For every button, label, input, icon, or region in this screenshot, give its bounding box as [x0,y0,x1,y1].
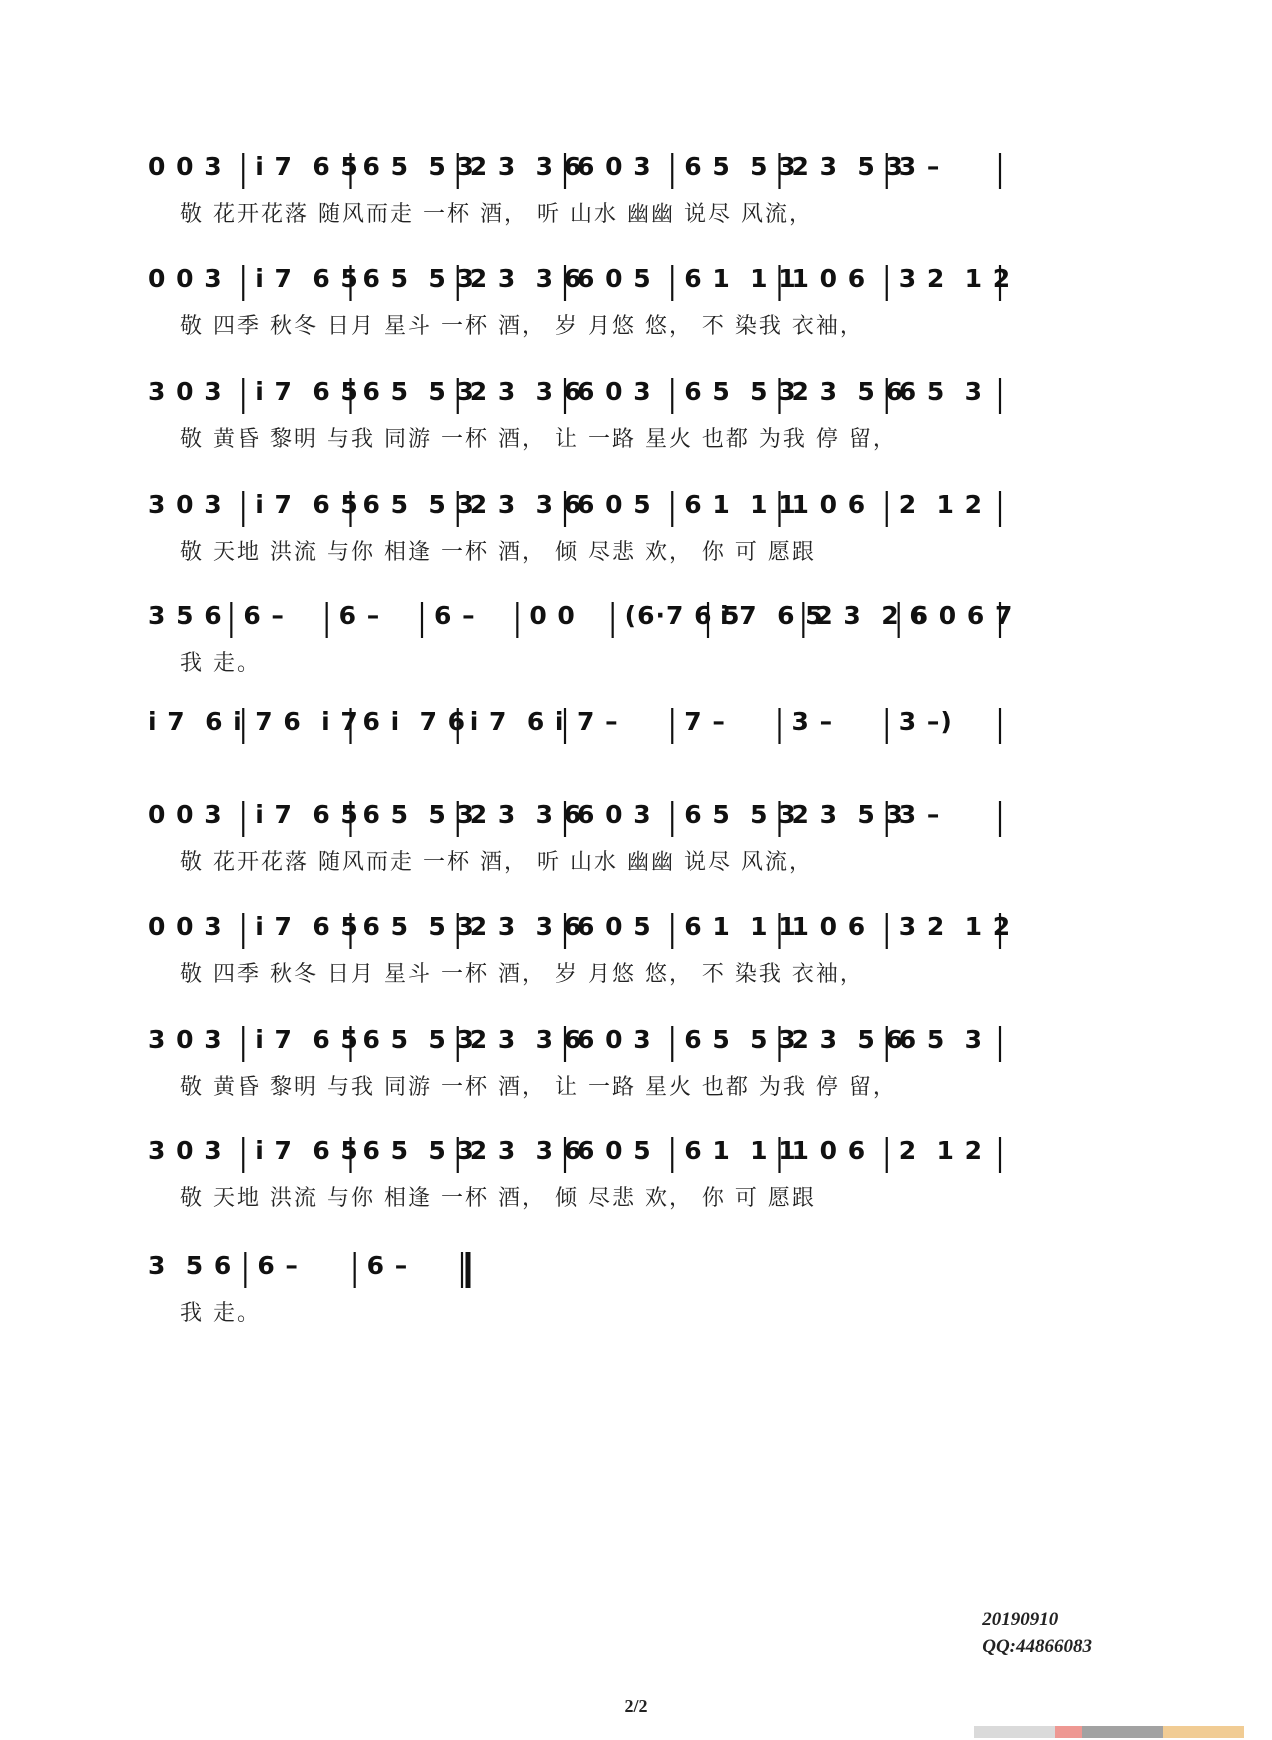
measure: 6 – [434,601,476,630]
measure: 6 1 1 1 [684,490,797,519]
measure: 2 3 3 6 [469,377,583,406]
measure: 3 2 1 2 [898,912,1012,941]
measure: i 7 6 5 [720,601,824,630]
page-number: 2/2 [624,1696,648,1716]
measure: 6 1 1 1 [684,912,797,941]
measure: 6 0 5 [577,1136,652,1165]
lyric-line: 敬 四季 秋冬 日月 星斗 一杯 酒， 岁 月悠 悠， 不 染我 衣袖， [180,314,864,339]
measure: 2 3 3 6 [469,264,583,293]
measure: 0 0 3 [148,264,223,293]
measure: 6 5 5 3 [362,152,475,181]
measure: 6 – [257,1251,299,1280]
measure: 0 0 3 [148,152,223,181]
measure: 7 – [684,707,726,736]
measure: 6 0 5 [577,912,652,941]
lyric-line: 敬 天地 洪流 与你 相逢 一杯 酒， 倾 尽悲 欢， 你 可 愿跟 [180,540,816,565]
measure: 6 5 5 3 [684,1025,797,1054]
measure: i 7 6 5 [255,912,359,941]
measure: 6 0 3 [577,377,652,406]
footer-qq: QQ:44866083 [982,1636,1092,1657]
measure: 2 3 3 6 [469,490,583,519]
measure: 3 0 3 [148,1136,223,1165]
measure: 6 – [338,601,381,630]
measure: 6 1 1 1 [684,264,797,293]
measure: 0 0 3 [148,800,223,829]
measure: 2 3 3 6 [469,1025,583,1054]
measure: 6 5 5 3 [362,1025,475,1054]
footer-date: 20190910 [982,1609,1059,1630]
measure: 2 3 3 6 [469,152,583,181]
measure: 3 5 6 [148,1251,233,1280]
measure: 3 0 3 [148,490,223,519]
measure: 1 0 6 [791,264,867,293]
measure: 6 5 5 3 [684,152,797,181]
measure: 2 3 5 6 [791,377,904,406]
measure: 3 0 3 [148,377,223,406]
measure: 6 5 3 [898,377,984,406]
measure: 2 1 2 [898,490,984,519]
measure: 6 5 3 [898,1025,984,1054]
lyric-line: 敬 四季 秋冬 日月 星斗 一杯 酒， 岁 月悠 悠， 不 染我 衣袖， [180,962,864,987]
measure: 3 – [898,152,941,181]
measure: 3 0 3 [148,1025,223,1054]
measure: 6 5 5 3 [362,377,475,406]
measure: 2 3 3 6 [469,1136,583,1165]
lyric-line: 我 走。 [180,651,261,676]
measure: i 7 6 i [148,707,243,736]
measure: 6 5 5 3 [684,800,797,829]
measure: 6 5 5 3 [684,377,797,406]
footer-info [982,1606,1092,1660]
measure: 6 0 6 7 [910,601,1014,630]
measure: 2 3 2 6 [815,601,928,630]
measure: 6 1 1 1 [684,1136,797,1165]
lyric-line: 敬 黄昏 黎明 与我 同游 一杯 酒， 让 一路 星火 也都 为我 停 留， [180,427,897,452]
measure: 2 3 3 6 [469,912,583,941]
measure: 1 0 6 [791,490,867,519]
measure: 2 3 5 6 [791,1025,904,1054]
measure: 6 5 5 3 [362,1136,475,1165]
measure: 6 0 3 [577,152,652,181]
measure: i 7 6 5 [255,264,359,293]
measure: 2 3 3 6 [469,800,583,829]
measure: 6 – [366,1251,409,1280]
measure: 0 0 3 [148,912,223,941]
measure: 6 5 5 3 [362,264,475,293]
measure: i 7 6 5 [255,152,359,181]
measure: 2 1 2 [898,1136,984,1165]
measure: i 7 6 5 [255,490,359,519]
measure: 6 0 5 [577,264,652,293]
measure: 6 0 3 [577,800,652,829]
measure: 7 – [577,707,619,736]
measure: 2 3 5 3 [791,800,904,829]
lyric-line: 敬 黄昏 黎明 与我 同游 一杯 酒， 让 一路 星火 也都 为我 停 留， [180,1075,897,1100]
measure: 3 – [898,800,941,829]
lyric-line: 敬 天地 洪流 与你 相逢 一杯 酒， 倾 尽悲 欢， 你 可 愿跟 [180,1186,816,1211]
measure: 1 0 6 [791,912,867,941]
site-watermark-logo [974,1726,1244,1738]
lyric-line: 敬 花开花落 随风而走 一杯 酒， 听 山水 幽幽 说尽 风流， [180,202,813,227]
measure: 2 3 5 3 [791,152,904,181]
measure: i 7 6 5 [255,800,359,829]
measure: 6 5 5 3 [362,800,475,829]
measure: 3 –) [898,707,953,736]
measure: 7 6 i 7 [255,707,359,736]
measure: i 7 6 5 [255,377,359,406]
measure: i 7 6 5 [255,1025,359,1054]
measure: 6 0 5 [577,490,652,519]
lyric-line: 敬 花开花落 随风而走 一杯 酒， 听 山水 幽幽 说尽 风流， [180,850,813,875]
measure: 0 0 [529,601,576,630]
measure: 6 – [243,601,285,630]
measure: 6 5 5 3 [362,490,475,519]
measure: (6·7 6 5 [624,601,741,630]
measure: 3 5 6 [148,601,223,630]
measure: 6 i 7 6 [362,707,467,736]
measure: 6 5 5 3 [362,912,475,941]
measure: i 7 6 5 [255,1136,359,1165]
measure: i 7 6 i [469,707,565,736]
measure: 3 2 1 2 [898,264,1012,293]
lyric-line: 我 走。 [180,1301,261,1326]
measure: 6 0 3 [577,1025,652,1054]
measure: 1 0 6 [791,1136,867,1165]
measure: 3 – [791,707,834,736]
